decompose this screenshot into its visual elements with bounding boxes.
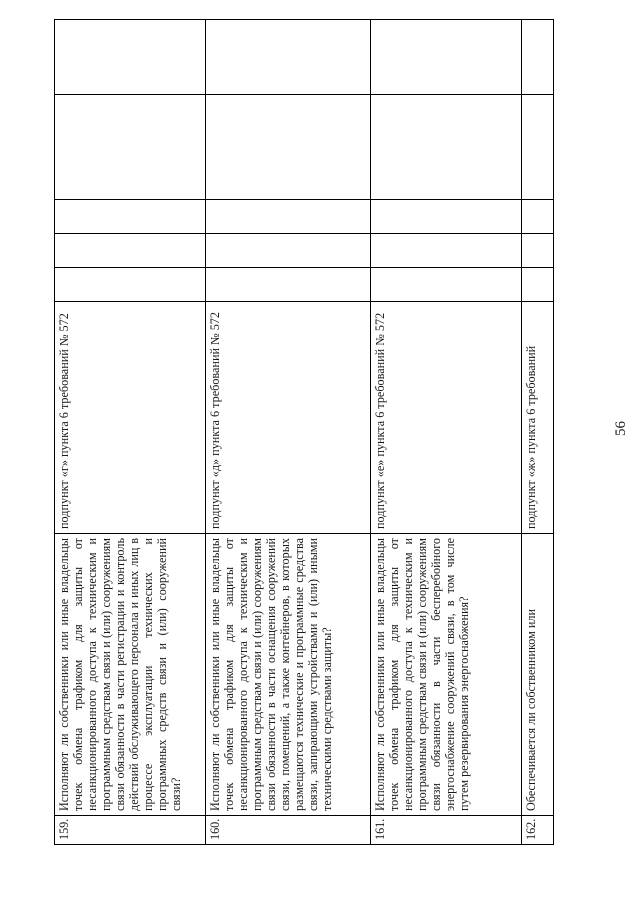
extra-cell	[522, 20, 554, 95]
table-row	[522, 20, 554, 845]
row-number: 161.	[371, 816, 522, 845]
answer-cell-no	[206, 234, 371, 268]
note-cell	[206, 95, 371, 200]
reference-cell: подпункт «д» пункта 6 требований № 572	[206, 302, 371, 534]
note-cell	[522, 95, 554, 200]
rotated-table-wrapper	[54, 20, 622, 845]
answer-cell-no	[371, 234, 522, 268]
extra-cell	[206, 20, 371, 95]
answer-cell-no	[55, 234, 206, 268]
note-cell	[371, 95, 522, 200]
reference-cell: подпункт «г» пункта 6 требований № 572	[55, 302, 206, 534]
extra-cell	[371, 20, 522, 95]
table-row	[206, 20, 371, 845]
answer-cell-na	[55, 200, 206, 234]
question-cell: Исполняют ли собственники или иные владельцы точек обмена трафиком для защиты от несанкционированного доступа к техническим и программным средствам связи и (или) сооружениям связи обязанности в части бесперебойного энергоснабжение сооружений связи, в том числе путем резервирования энергоснабжения?	[371, 534, 522, 816]
answer-cell-na	[206, 200, 371, 234]
question-cell: Исполняют ли собственники или иные владельцы точек обмена трафиком для защиты от несанкционированного доступа к техническим и программным средствам связи и (или) сооружениям связи обязанности в части оснащения сооружений связи, помещений, а также контейнеров, в которых размещаются технические и программные средства связи, запирающими устройствами и (или) иными техническими средствами защиты?	[206, 534, 371, 816]
answer-cell-na	[371, 200, 522, 234]
question-cell: Обеспечивается ли собственником или	[522, 534, 554, 816]
extra-cell	[55, 20, 206, 95]
answer-cell-yes	[206, 268, 371, 302]
table-row	[371, 20, 522, 845]
checklist-table	[54, 19, 554, 845]
question-cell: Исполняют ли собственники или иные владельцы точек обмена трафиком для защиты от несанкционированного доступа к техническим и программным средствам связи и (или) сооружениям связи обязанности в части регистрации и контроль действий обслуживающего персонала и иных лиц в процессе эксплуатации технических и программных средств связи и (или) сооружений связи?	[55, 534, 206, 816]
row-number: 162.	[522, 816, 554, 845]
answer-cell-yes	[522, 268, 554, 302]
table-row	[55, 20, 206, 845]
answer-cell-no	[522, 234, 554, 268]
answer-cell-yes	[371, 268, 522, 302]
answer-cell-yes	[55, 268, 206, 302]
answer-cell-na	[522, 200, 554, 234]
reference-cell: подпункт «ж» пункта 6 требований	[522, 302, 554, 534]
page-number: 56	[613, 421, 629, 436]
reference-cell: подпункт «е» пункта 6 требований № 572	[371, 302, 522, 534]
row-number: 159.	[55, 816, 206, 845]
row-number: 160.	[206, 816, 371, 845]
note-cell	[55, 95, 206, 200]
